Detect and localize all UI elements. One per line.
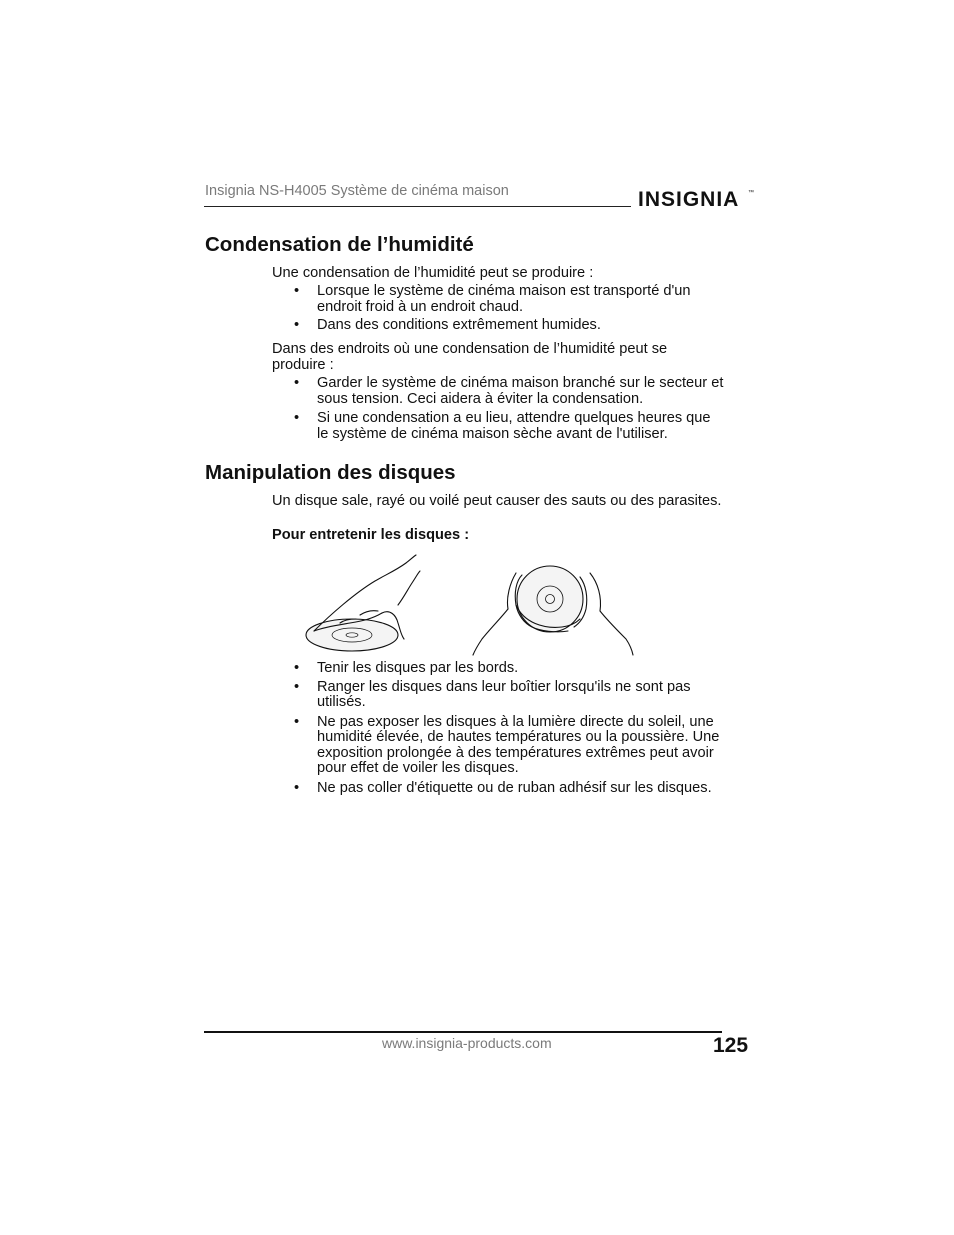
footer-url: www.insignia-products.com <box>382 1035 552 1051</box>
condensation-causes-list <box>272 284 691 334</box>
running-header-title: Insignia NS-H4005 Système de cinéma maison <box>205 183 509 199</box>
disc-care-subheading: Pour entretenir les disques : <box>272 527 470 543</box>
section-heading-condensation: Condensation de l’humidité <box>205 233 474 256</box>
list-item: • Ranger les disques dans leur boîtier lorsqu'ils ne sont pas utilisés. <box>272 680 719 711</box>
footer-rule <box>204 1031 722 1033</box>
page-number: 125 <box>713 1034 749 1057</box>
list-item: • Si une condensation a eu lieu, attendre quelques heures que le système de cinéma maison sèche avant de l'utiliser. <box>272 411 723 442</box>
disc-care-tips-list <box>272 661 719 796</box>
hands-holding-disc-icon <box>473 566 633 655</box>
list-item: • Ne pas exposer les disques à la lumière directe du soleil, une humidité élevée, de hautes températures ou la poussière. Une exposition prolongée à des températures extrêmes peut avoir pour effet de voiler les disques. <box>272 715 719 777</box>
brand-wordmark: INSIGNIA <box>638 188 740 211</box>
insignia-logo <box>638 185 754 211</box>
hand-on-disc-edge-icon <box>306 555 420 651</box>
condensation-advice-list <box>272 376 723 442</box>
list-item: • Ne pas coller d'étiquette ou de ruban adhésif sur les disques. <box>272 781 719 797</box>
condensation-advice-intro: Dans des endroits où une condensation de l’humidité peut se produire : <box>272 341 668 373</box>
list-item: • Garder le système de cinéma maison branché sur le secteur et sous tension. Ceci aidera à éviter la condensation. <box>272 376 723 407</box>
header-rule <box>204 206 631 207</box>
list-item: • Tenir les disques par les bords. <box>272 661 719 677</box>
section-heading-disc-handling: Manipulation des disques <box>205 461 456 484</box>
list-item: • Lorsque le système de cinéma maison est transporté d'un endroit froid à un endroit chaud. <box>272 284 691 315</box>
disc-handling-illustration <box>300 553 640 657</box>
disc-handling-intro: Un disque sale, rayé ou voilé peut causer des sauts ou des parasites. <box>272 493 722 509</box>
list-item: • Dans des conditions extrêmement humides. <box>272 318 691 334</box>
condensation-intro: Une condensation de l’humidité peut se produire : <box>272 265 594 281</box>
svg-text:™: ™ <box>748 190 754 196</box>
